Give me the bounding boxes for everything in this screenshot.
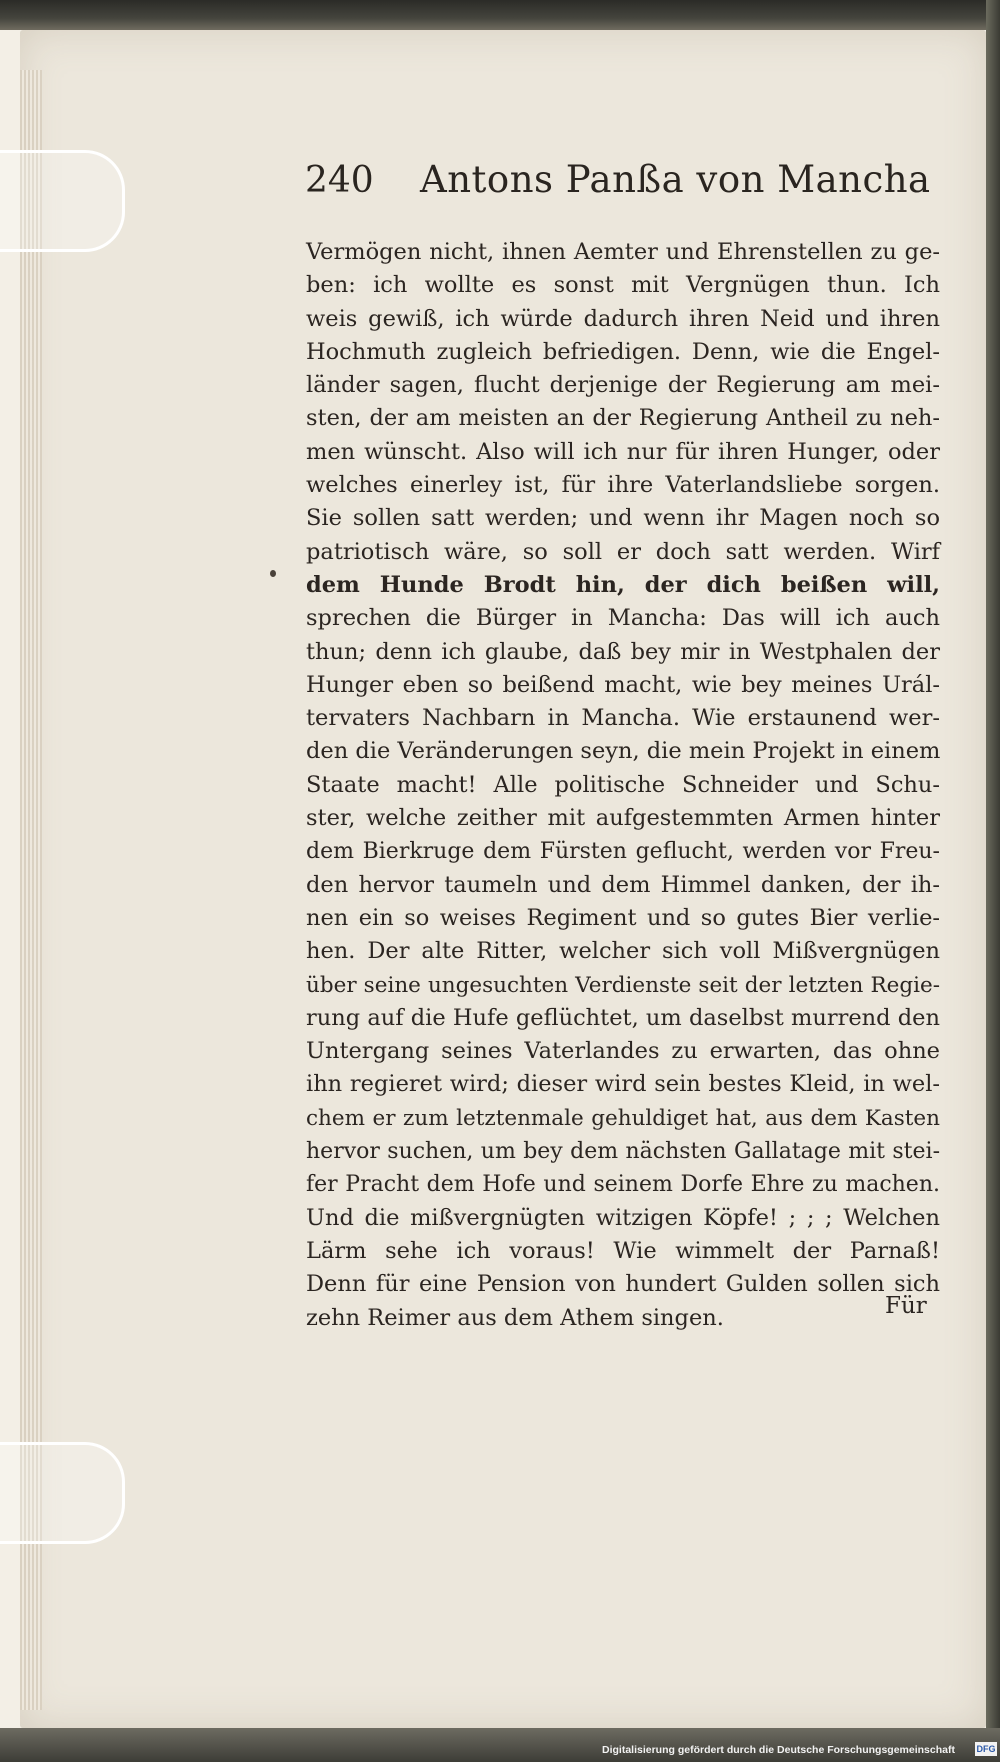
text-line: über seine ungesuchten Verdienste seit der letzten Regie- [306, 972, 940, 998]
text-line: Lärm sehe ich voraus! Wie wimmelt der Parnaß! [306, 1237, 940, 1264]
text-line: Hunger eben so beißend macht, wie bey meines Urál- [306, 671, 940, 698]
text-line: rung auf die Hufe geflüchtet, um daselbst murrend den [306, 1004, 940, 1031]
text-line: zehn Reimer aus dem Athem singen. [306, 1304, 724, 1331]
text-line: ster, welche zeither mit aufgestemmten Armen hinter [306, 805, 940, 832]
text-line: Und die mißvergnügten witzigen Köpfe! ; ; ; Welchen [306, 1204, 940, 1231]
digitization-credit: Digitalisierung gefördert durch die Deutsche Forschungsgemeinschaft [602, 1744, 955, 1756]
text-line: hervor suchen, um bey dem nächsten Gallatage mit stei- [306, 1139, 940, 1165]
scan-top-shadow [0, 0, 1000, 30]
page-header [305, 150, 945, 210]
catchword: Für [885, 1293, 927, 1319]
text-line: weis gewiß, ich würde dadurch ihren Neid und ihren [306, 305, 940, 332]
text-line-emphasized: dem Hunde Brodt hin, der dich beißen will, [306, 571, 940, 598]
text-line: sprechen die Bürger in Mancha: Das will ich auch [306, 605, 940, 632]
text-line: Untergang seines Vaterlandes zu erwarten, das ohne [306, 1038, 940, 1065]
text-line: dem Bierkruge dem Fürsten geflucht, werden vor Freu- [306, 839, 940, 865]
text-line: welches einerley ist, für ihre Vaterlandsliebe sorgen. [306, 472, 940, 499]
text-line: tervaters Nachbarn in Mancha. Wie erstaunend wer- [306, 705, 940, 732]
text-line: sten, der am meisten an der Regierung Antheil zu neh- [306, 405, 940, 432]
running-title: Antons Panßa von Mancha [420, 158, 931, 201]
text-line: länder sagen, flucht derjenige der Regierung am mei- [306, 372, 940, 399]
text-line: Sie sollen satt werden; und wenn ihr Magen noch so [306, 505, 940, 532]
dfg-logo: DFG [976, 1744, 996, 1754]
text-line: patriotisch wäre, so soll er doch satt werden. Wirf [306, 538, 940, 565]
tab-marker-top [0, 150, 125, 252]
scan-right-edge [986, 0, 1000, 1762]
text-line: hen. Der alte Ritter, welcher sich voll Mißvergnügen [306, 938, 940, 965]
text-line: Vermögen nicht, ihnen Aemter und Ehrenstellen zu ge- [306, 239, 940, 265]
text-line: Hochmuth zugleich befriedigen. Denn, wie die Engel- [306, 338, 940, 365]
text-line: ihn regieret wird; dieser wird sein bestes Kleid, in wel- [306, 1071, 940, 1098]
text-line: den die Veränderungen seyn, die mein Projekt in einem [306, 738, 941, 765]
text-line: nen ein so weises Regiment und so gutes Bier verlie- [306, 904, 940, 931]
text-line: fer Pracht dem Hofe und seinem Dorfe Ehre zu machen. [306, 1172, 940, 1198]
text-line: chem er zum letztenmale gehuldiget hat, aus dem Kasten [306, 1105, 940, 1131]
text-line: den hervor taumeln und dem Himmel danken, der ih- [306, 871, 940, 898]
text-line: Staate macht! Alle politische Schneider und Schu- [306, 771, 940, 798]
text-line: Denn für eine Pension von hundert Gulden sollen sich [306, 1271, 940, 1298]
text-line: ben: ich wollte es sonst mit Vergnügen thun. Ich [306, 272, 940, 299]
tab-marker-bottom [0, 1442, 125, 1544]
text-line: men wünscht. Also will ich nur für ihren Hunger, oder [306, 438, 940, 465]
text-line: thun; denn ich glaube, daß bey mir in Westphalen der [306, 638, 940, 665]
body-text [306, 236, 940, 1335]
page-number: 240 [305, 160, 374, 201]
margin-mark [270, 570, 276, 577]
